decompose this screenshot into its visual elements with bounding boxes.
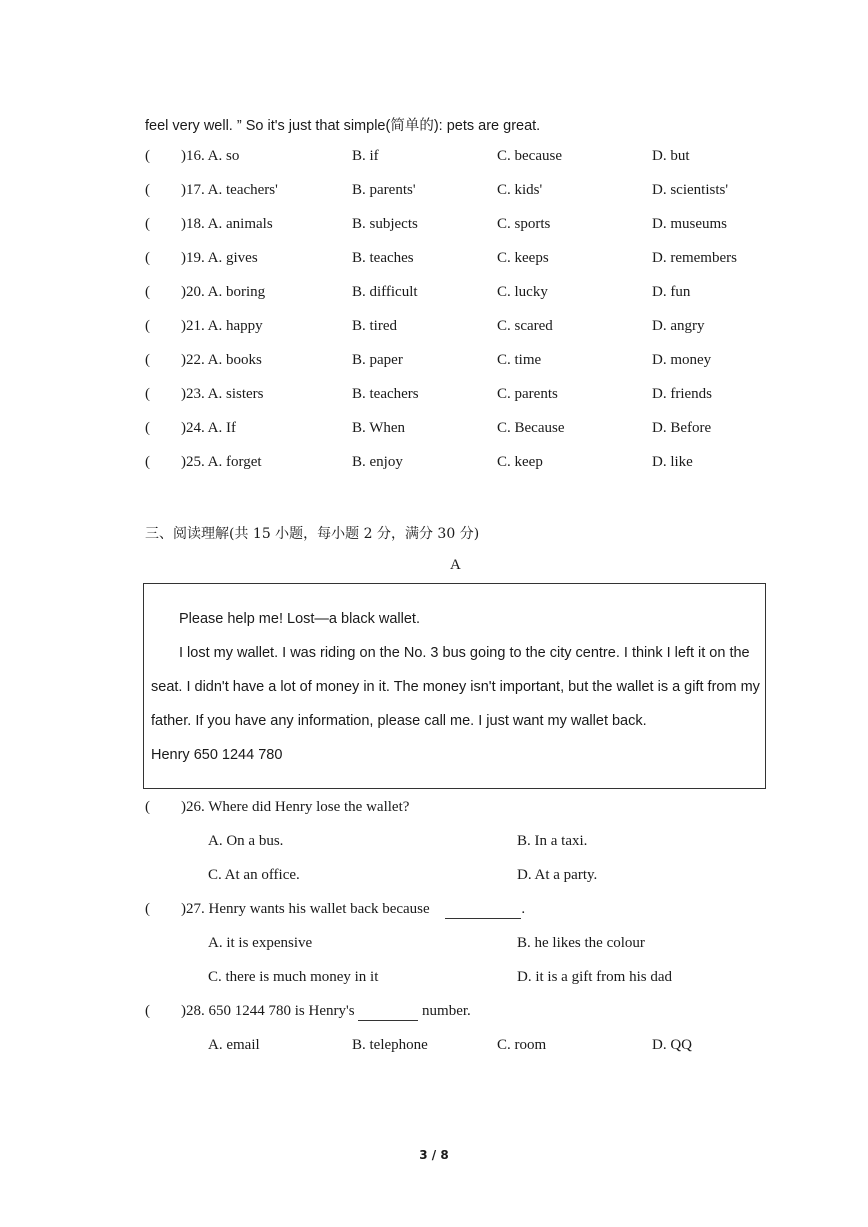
answer-paren: ( [145,250,150,266]
question-row [0,284,868,304]
section-heading: 三、阅读理解(共 15 小题，每小题 2 分，满分 30 分) [145,526,480,542]
option-c: C. keep [497,454,543,470]
answer-paren: ( [145,318,150,334]
question-28-text: )28. 650 1244 780 is Henry's [181,1003,355,1019]
option-c: C. keeps [497,250,549,266]
question-row [0,318,868,338]
question-row [0,182,868,202]
option-d: D. QQ [652,1037,692,1053]
option-d: D. scientists' [652,182,729,198]
question-row [0,250,868,270]
answer-paren: ( [145,148,150,164]
option-d: D. angry [652,318,705,334]
question-row [0,386,868,406]
question-28-stem [181,1003,471,1021]
question-row [0,148,868,168]
option-b: B. if [352,148,379,164]
question-24-option-a: )24. A. If [181,420,236,436]
option-c: C. lucky [497,284,548,300]
option-a: A. On a bus. [208,833,284,849]
option-c: C. kids' [497,182,543,198]
option-b: B. he likes the colour [517,935,645,951]
option-b: B. difficult [352,284,418,300]
question-row [0,420,868,440]
question-18-option-a: )18. A. animals [181,216,273,232]
option-c: C. scared [497,318,553,334]
question-16-option-a: )16. A. so [181,148,240,164]
answer-paren: ( [145,284,150,300]
option-d: D. remembers [652,250,737,266]
question-26-stem: )26. Where did Henry lose the wallet? [181,799,410,815]
option-b: B. teachers [352,386,419,402]
option-b: B. tired [352,318,397,334]
question-row [0,352,868,372]
answer-paren: ( [145,386,150,402]
answer-paren: ( [145,182,150,198]
stem-period: . [521,901,526,917]
answer-paren: ( [145,420,150,436]
option-d: D. but [652,148,690,164]
question-row [0,454,868,474]
option-d: D. fun [652,284,691,300]
notice-line: father. If you have any information, please call me. I just want my wallet back. [151,713,647,729]
question-25-option-a: )25. A. forget [181,454,262,470]
question-23-option-a: )23. A. sisters [181,386,264,402]
notice-line: I lost my wallet. I was riding on the No. 3 bus going to the city centre. I think I left it on the [179,645,750,661]
option-c: C. room [497,1037,547,1053]
option-c: C. Because [497,420,565,436]
option-c: C. sports [497,216,551,232]
question-row [0,216,868,236]
page-number: 3 / 8 [419,1148,449,1162]
intro-line: feel very well. ” So it's just that simple(简单的): pets are great. [145,118,541,134]
answer-paren: ( [145,901,150,917]
answer-paren: ( [145,1003,150,1019]
notice-line: seat. I didn't have a lot of money in it. The money isn't important, but the wallet is a gift from my [151,679,760,695]
option-b: B. enjoy [352,454,403,470]
notice-signature: Henry 650 1244 780 [151,747,283,763]
question-22-option-a: )22. A. books [181,352,262,368]
option-b: B. In a taxi. [517,833,588,849]
option-b: B. paper [352,352,403,368]
option-d: D. it is a gift from his dad [517,969,672,985]
option-d: D. museums [652,216,727,232]
answer-paren: ( [145,799,150,815]
question-20-option-a: )20. A. boring [181,284,266,300]
option-d: D. money [652,352,712,368]
option-c: C. there is much money in it [208,969,379,985]
question-27-text: )27. Henry wants his wallet back because [181,901,430,917]
option-b: B. subjects [352,216,418,232]
option-d: D. At a party. [517,867,598,883]
question-27-stem [181,901,525,919]
option-b: B. telephone [352,1037,428,1053]
question-17-option-a: )17. A. teachers' [181,182,278,198]
option-b: B. parents' [352,182,416,198]
question-28-text-end: number. [422,1003,471,1019]
option-b: B. teaches [352,250,414,266]
option-d: D. friends [652,386,712,402]
option-c: C. because [497,148,562,164]
option-b: B. When [352,420,406,436]
answer-blank [445,901,521,919]
question-19-option-a: )19. A. gives [181,250,258,266]
answer-paren: ( [145,216,150,232]
option-c: C. parents [497,386,558,402]
lost-wallet-notice [143,583,766,789]
notice-title: Please help me! Lost—a black wallet. [179,611,420,627]
question-21-option-a: )21. A. happy [181,318,263,334]
option-c: C. At an office. [208,867,300,883]
option-a: A. email [208,1037,260,1053]
answer-paren: ( [145,454,150,470]
answer-blank [358,1003,418,1021]
passage-label: A [450,557,461,573]
option-d: D. like [652,454,693,470]
option-a: A. it is expensive [208,935,313,951]
option-c: C. time [497,352,542,368]
option-d: D. Before [652,420,712,436]
answer-paren: ( [145,352,150,368]
